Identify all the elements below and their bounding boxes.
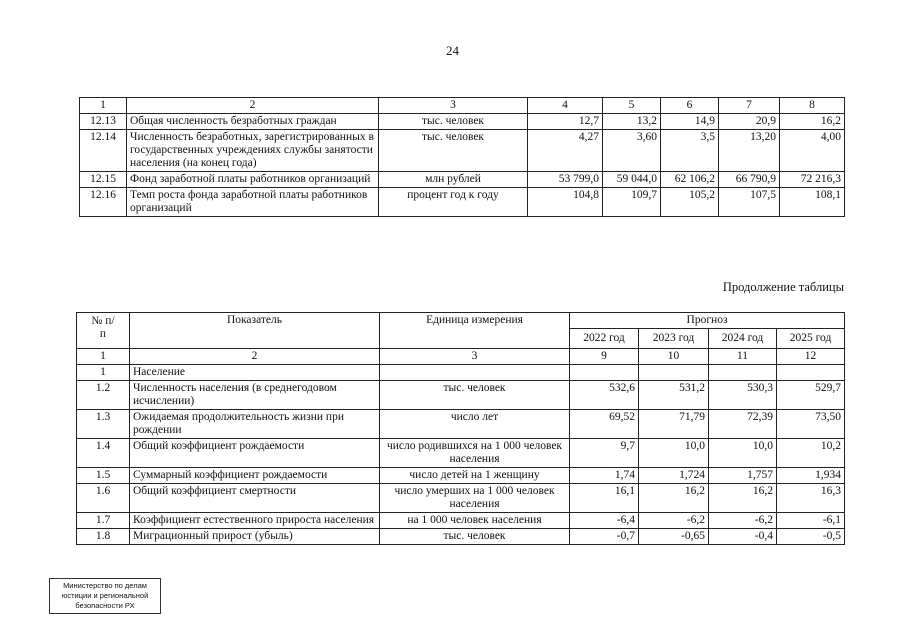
value: 20,9: [719, 114, 780, 130]
table-row: [80, 188, 845, 217]
value: 109,7: [603, 188, 661, 217]
value: 16,2: [709, 484, 777, 513]
indicator-name: Численность безработных, зарегистрированных в государственных учреждениях службы занятости населения (на конец года): [127, 130, 379, 172]
table-row: [77, 410, 845, 439]
value: [639, 365, 709, 381]
value: -6,2: [709, 513, 777, 529]
stamp-line: Министерство по делам: [63, 581, 147, 590]
unit: [380, 365, 570, 381]
indicator-name: Население: [130, 365, 380, 381]
indicator-name: Ожидаемая продолжительность жизни при рождении: [130, 410, 380, 439]
value: 71,79: [639, 410, 709, 439]
indicator-name: Миграционный прирост (убыль): [130, 529, 380, 545]
value: [777, 365, 845, 381]
value: -0,4: [709, 529, 777, 545]
value: 10,2: [777, 439, 845, 468]
row-number: 1.6: [77, 484, 130, 513]
indicators-table-top: [79, 97, 845, 217]
row-number: 1.8: [77, 529, 130, 545]
unit: процент год к году: [379, 188, 528, 217]
table-row: [77, 468, 845, 484]
header-indicator: Показатель: [130, 313, 380, 349]
col-num: 11: [709, 349, 777, 365]
unit: число детей на 1 женщину: [380, 468, 570, 484]
value: 108,1: [780, 188, 845, 217]
value: -0,7: [570, 529, 639, 545]
table-row: [80, 172, 845, 188]
stamp-line: юстиции и региональной: [61, 591, 149, 600]
value: 62 106,2: [661, 172, 719, 188]
value: 59 044,0: [603, 172, 661, 188]
value: 10,0: [709, 439, 777, 468]
col-num: 10: [639, 349, 709, 365]
stamp-line: безопасности РХ: [75, 601, 135, 610]
value: [570, 365, 639, 381]
page-number: 24: [446, 43, 459, 58]
indicator-name: Общий коэффициент смертности: [130, 484, 380, 513]
col-num: 9: [570, 349, 639, 365]
value: 14,9: [661, 114, 719, 130]
table-row: [77, 484, 845, 513]
row-number: 1.2: [77, 381, 130, 410]
value: 16,1: [570, 484, 639, 513]
value: 4,27: [528, 130, 603, 172]
value: -0,65: [639, 529, 709, 545]
unit: число родившихся на 1 000 человек населения: [380, 439, 570, 468]
value: 66 790,9: [719, 172, 780, 188]
row-number: 12.13: [80, 114, 127, 130]
col-num: 4: [528, 98, 603, 114]
header-year: 2022 год: [570, 329, 639, 349]
col-num: 5: [603, 98, 661, 114]
header-unit: Единица измерения: [380, 313, 570, 349]
header-year: 2024 год: [709, 329, 777, 349]
unit: млн рублей: [379, 172, 528, 188]
col-num: 2: [127, 98, 379, 114]
value: 104,8: [528, 188, 603, 217]
value: 1,74: [570, 468, 639, 484]
indicator-name: Коэффициент естественного прироста населения: [130, 513, 380, 529]
header-forecast: Прогноз: [570, 313, 845, 329]
row-number: 1.7: [77, 513, 130, 529]
value: 1,757: [709, 468, 777, 484]
value: 1,934: [777, 468, 845, 484]
value: 13,2: [603, 114, 661, 130]
row-number: 1.5: [77, 468, 130, 484]
value: 3,60: [603, 130, 661, 172]
unit: тыс. человек: [380, 381, 570, 410]
unit: тыс. человек: [380, 529, 570, 545]
continuation-caption: Продолжение таблицы: [722, 280, 844, 294]
table-row: [80, 114, 845, 130]
row-number: 12.15: [80, 172, 127, 188]
value: 107,5: [719, 188, 780, 217]
col-num: 2: [130, 349, 380, 365]
row-number: 1: [77, 365, 130, 381]
unit: тыс. человек: [379, 130, 528, 172]
row-number: 1.3: [77, 410, 130, 439]
value: 13,20: [719, 130, 780, 172]
value: 531,2: [639, 381, 709, 410]
row-number: 12.14: [80, 130, 127, 172]
indicator-name: Общий коэффициент рождаемости: [130, 439, 380, 468]
value: 3,5: [661, 130, 719, 172]
table-row: [77, 365, 845, 381]
unit: число лет: [380, 410, 570, 439]
unit: на 1 000 человек населения: [380, 513, 570, 529]
value: 72,39: [709, 410, 777, 439]
col-num: 1: [77, 349, 130, 365]
value: -0,5: [777, 529, 845, 545]
header-year: 2025 год: [777, 329, 845, 349]
indicator-name: Фонд заработной платы работников организаций: [127, 172, 379, 188]
row-number: 12.16: [80, 188, 127, 217]
table-row: [77, 513, 845, 529]
value: 10,0: [639, 439, 709, 468]
table-row: [80, 130, 845, 172]
unit: тыс. человек: [379, 114, 528, 130]
value: 72 216,3: [780, 172, 845, 188]
col-num: 3: [379, 98, 528, 114]
col-num: 6: [661, 98, 719, 114]
value: -6,2: [639, 513, 709, 529]
header-number: № п/п: [77, 313, 130, 349]
value: 73,50: [777, 410, 845, 439]
indicator-name: Численность населения (в среднегодовом исчислении): [130, 381, 380, 410]
value: 532,6: [570, 381, 639, 410]
col-num: 7: [719, 98, 780, 114]
col-num: 12: [777, 349, 845, 365]
unit: число умерших на 1 000 человек населения: [380, 484, 570, 513]
value: 1,724: [639, 468, 709, 484]
value: 16,2: [639, 484, 709, 513]
value: 69,52: [570, 410, 639, 439]
value: 12,7: [528, 114, 603, 130]
indicator-name: Суммарный коэффициент рождаемости: [130, 468, 380, 484]
value: 105,2: [661, 188, 719, 217]
ministry-stamp: [49, 578, 161, 614]
value: 53 799,0: [528, 172, 603, 188]
value: 16,2: [780, 114, 845, 130]
table-row: [77, 529, 845, 545]
col-num: 8: [780, 98, 845, 114]
value: -6,1: [777, 513, 845, 529]
row-number: 1.4: [77, 439, 130, 468]
value: 529,7: [777, 381, 845, 410]
value: 530,3: [709, 381, 777, 410]
indicator-name: Темп роста фонда заработной платы работников организаций: [127, 188, 379, 217]
col-num: 1: [80, 98, 127, 114]
value: 4,00: [780, 130, 845, 172]
table-row: [77, 381, 845, 410]
indicators-table-main: [76, 312, 845, 545]
column-number-row: [77, 349, 845, 365]
value: [709, 365, 777, 381]
table-row: [77, 439, 845, 468]
header-year: 2023 год: [639, 329, 709, 349]
value: -6,4: [570, 513, 639, 529]
value: 9,7: [570, 439, 639, 468]
column-number-row: [80, 98, 845, 114]
header-row: [77, 313, 845, 329]
col-num: 3: [380, 349, 570, 365]
value: 16,3: [777, 484, 845, 513]
indicator-name: Общая численность безработных граждан: [127, 114, 379, 130]
